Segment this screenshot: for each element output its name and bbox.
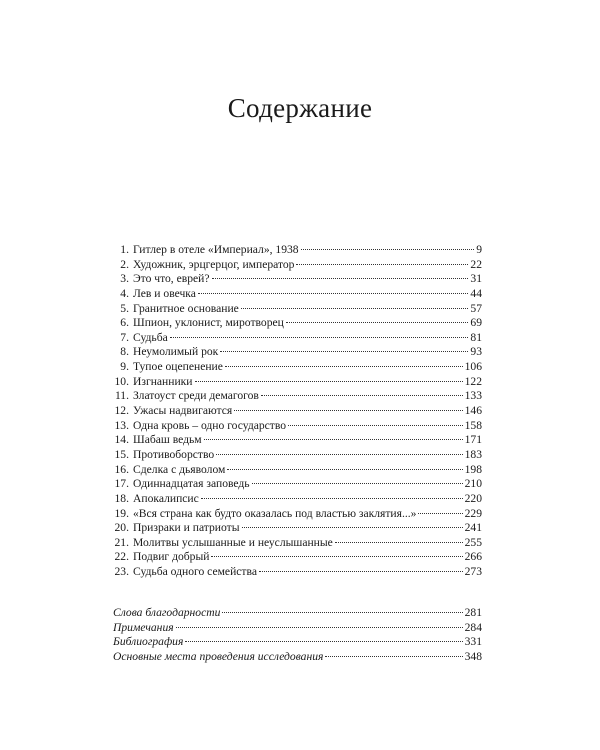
toc-entry (113, 389, 482, 404)
dot-leader (288, 425, 463, 426)
page-number: 22 (470, 257, 482, 271)
dot-leader (170, 337, 469, 338)
toc-entry (113, 331, 482, 346)
toc-entry-title: Художник, эрцгерцог, император (133, 257, 295, 271)
page-number: 348 (464, 649, 482, 663)
toc-entry-title: Призраки и патриоты (133, 521, 240, 535)
page-number: 93 (470, 345, 482, 359)
toc-entry (113, 404, 482, 419)
toc-entry-number: 3. (120, 272, 129, 286)
toc-entry-title: Лев и овечка (133, 286, 196, 300)
dot-leader (241, 308, 469, 309)
toc-entry-title: Судьба одного семейства (133, 565, 257, 579)
toc-entry (113, 492, 482, 507)
table-of-contents (113, 243, 482, 580)
appendix-entry-title: Слова благодарности (113, 606, 221, 619)
toc-entry-title: Одна кровь – одно государство (133, 418, 287, 432)
toc-entry-number: 1. (120, 243, 129, 256)
toc-entry-title: Златоуст среди демагогов (133, 389, 259, 403)
dot-leader (198, 293, 469, 294)
dot-leader (301, 249, 475, 250)
dot-leader (201, 498, 463, 499)
page-number: 106 (464, 360, 482, 374)
page-title: Содержание (227, 93, 373, 123)
toc-entry-number: 14. (114, 433, 129, 447)
toc-entry (113, 507, 482, 522)
dot-leader (222, 612, 462, 613)
toc-entry-title: «Вся страна как будто оказалась под властью заклятия...» (133, 506, 417, 520)
toc-entry (113, 302, 482, 317)
dot-leader (286, 322, 469, 323)
toc-entry (113, 550, 482, 565)
toc-entry (113, 258, 482, 273)
dot-leader (259, 571, 463, 572)
dot-leader (212, 278, 469, 279)
page-number: 241 (464, 521, 482, 535)
page-number: 273 (464, 565, 482, 579)
toc-entry (113, 287, 482, 302)
toc-entry (113, 463, 482, 478)
toc-entry-number: 11. (114, 389, 129, 403)
toc-entry-title: Подвиг добрый (133, 550, 210, 564)
toc-entry (113, 360, 482, 375)
toc-entry-number: 2. (120, 257, 129, 271)
toc-entry-title: Молитвы услышанные и неуслышанные (133, 535, 333, 549)
page-number: 31 (470, 272, 482, 286)
toc-entry (113, 433, 482, 448)
toc-entry-title: Ужасы надвигаются (133, 404, 233, 418)
toc-entry-number: 18. (114, 491, 129, 505)
toc-entry-title: Гранитное основание (133, 301, 239, 315)
toc-entry-number: 6. (120, 316, 129, 330)
toc-entry-number: 22. (114, 550, 129, 564)
page-number: 229 (464, 506, 482, 520)
toc-entry-number: 23. (114, 565, 129, 579)
page-number: 331 (464, 635, 482, 649)
toc-entry-title: Шабаш ведьм (133, 433, 202, 447)
page-number: 284 (464, 620, 482, 634)
dot-leader (296, 264, 468, 265)
dot-leader (195, 381, 463, 382)
page-number: 81 (470, 330, 482, 344)
toc-entry (113, 272, 482, 287)
dot-leader (335, 542, 463, 543)
toc-entry-number: 8. (120, 345, 129, 359)
page-number: 183 (464, 447, 482, 461)
appendix-entry (113, 650, 482, 665)
toc-entry (113, 448, 482, 463)
toc-entry-number: 10. (114, 374, 129, 388)
toc-entry-number: 20. (114, 521, 129, 535)
toc-entry-title: Это что, еврей? (133, 272, 210, 286)
dot-leader (211, 556, 462, 557)
toc-entry-number: 7. (120, 330, 129, 344)
toc-entry-title: Судьба (133, 330, 168, 344)
dot-leader (227, 469, 462, 470)
toc-entry-title: Одиннадцатая заповедь (133, 477, 250, 491)
dot-leader (234, 410, 462, 411)
toc-entry (113, 565, 482, 580)
page-number: 171 (464, 433, 482, 447)
toc-entry-title: Противоборство (133, 447, 215, 461)
toc-entry (113, 521, 482, 536)
dot-leader (325, 656, 462, 657)
dot-leader (418, 513, 462, 514)
toc-entry (113, 477, 482, 492)
toc-entry-title: Тупое оцепенение (133, 360, 223, 374)
toc-entry-number: 15. (114, 447, 129, 461)
dot-leader (176, 627, 463, 628)
page-number: 198 (464, 462, 482, 476)
toc-entry-number: 12. (114, 404, 129, 418)
toc-entry-number: 5. (120, 301, 129, 315)
page-number: 69 (470, 316, 482, 330)
toc-entry-number: 17. (114, 477, 129, 491)
toc-entry-title: Сделка с дьяволом (133, 462, 226, 476)
dot-leader (225, 366, 463, 367)
page-number: 133 (464, 389, 482, 403)
appendix-entry (113, 621, 482, 636)
page-number: 281 (464, 606, 482, 619)
toc-entry (113, 243, 482, 258)
dot-leader (185, 641, 462, 642)
toc-entry (113, 536, 482, 551)
dot-leader (204, 439, 463, 440)
toc-entry-number: 9. (120, 360, 129, 374)
appendix-entry (113, 606, 482, 621)
toc-entry-title: Шпион, уклонист, миротворец (133, 316, 284, 330)
page-number: 220 (464, 491, 482, 505)
dot-leader (261, 395, 463, 396)
dot-leader (242, 527, 463, 528)
appendix-entry-title: Примечания (113, 620, 174, 634)
dot-leader (220, 351, 468, 352)
toc-entry-title: Апокалипсис (133, 491, 199, 505)
toc-entry (113, 316, 482, 331)
page-number: 122 (464, 374, 482, 388)
dot-leader (216, 454, 462, 455)
toc-entry-title: Гитлер в отеле «Империал», 1938 (133, 243, 299, 256)
appendix-entry (113, 635, 482, 650)
toc-entry-number: 19. (114, 506, 129, 520)
toc-entry-number: 13. (114, 418, 129, 432)
toc-entry-number: 16. (114, 462, 129, 476)
toc-entry-title: Изгнанники (133, 374, 193, 388)
page-number: 9 (476, 243, 482, 256)
page-number: 158 (464, 418, 482, 432)
appendix-entry-title: Библиография (113, 635, 184, 649)
toc-entry (113, 419, 482, 434)
toc-entry (113, 375, 482, 390)
toc-entry-title: Неумолимый рок (133, 345, 219, 359)
appendix-list (113, 606, 482, 665)
page-number: 255 (464, 535, 482, 549)
page-number: 210 (464, 477, 482, 491)
page-number: 57 (470, 301, 482, 315)
toc-entry-number: 4. (120, 286, 129, 300)
toc-entry (113, 345, 482, 360)
dot-leader (252, 483, 463, 484)
toc-entry-number: 21. (114, 535, 129, 549)
page-number: 266 (464, 550, 482, 564)
page-number: 44 (470, 286, 482, 300)
page-number: 146 (464, 404, 482, 418)
appendix-entry-title: Основные места проведения исследования (113, 649, 324, 663)
